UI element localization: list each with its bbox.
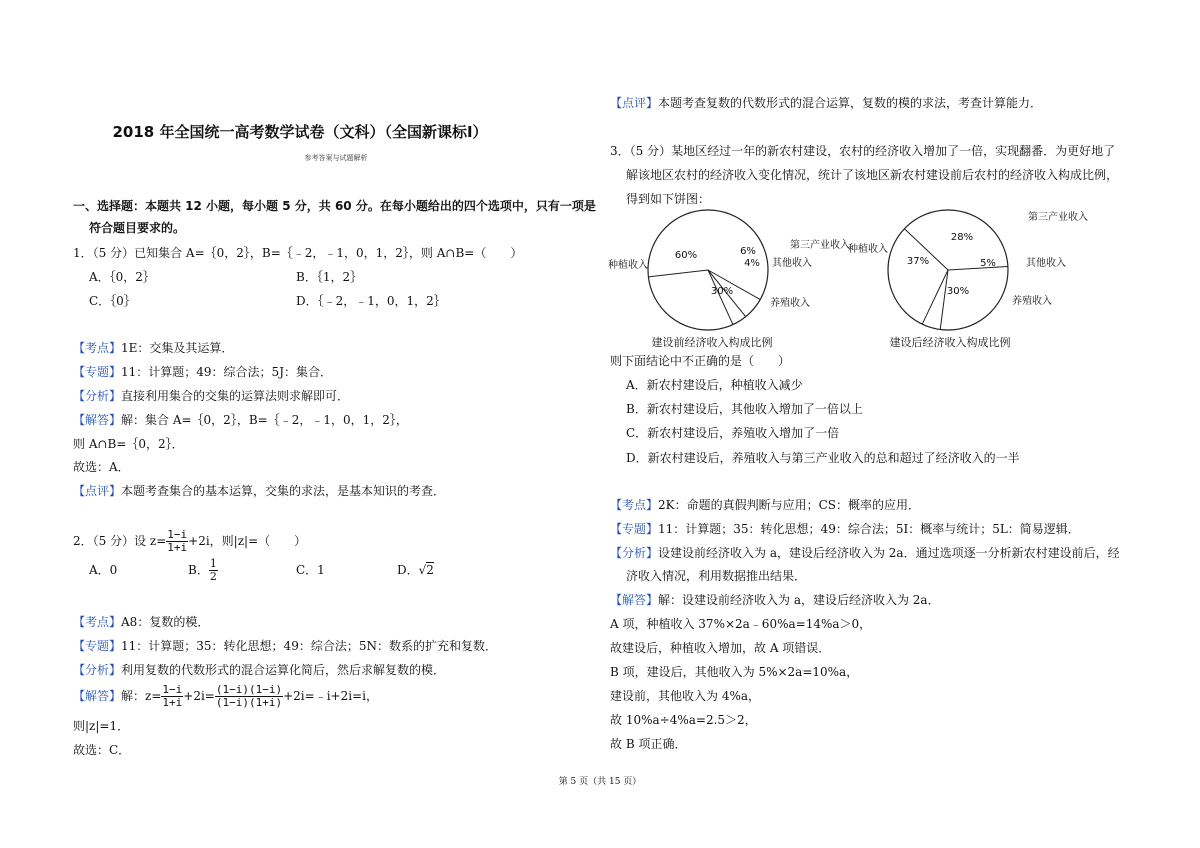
q2-dianping <box>610 95 1042 111</box>
q3-option-a: A．新农村建设后，种植收入减少 <box>626 378 803 392</box>
q2-jieda-f1-num: 1−i <box>162 683 183 696</box>
zhuanti-tag: 【专题】 <box>73 365 122 379</box>
page-number: 第 5 页（共 15 页） <box>558 777 642 787</box>
q2-fraction-den: 1+i <box>167 541 188 554</box>
q2-option-b-den: 2 <box>209 570 217 583</box>
q3-option-b: B．新农村建设后，其他收入增加了一倍以上 <box>626 402 863 416</box>
q2-fenxi <box>73 662 445 678</box>
q2-kaodian <box>73 614 209 630</box>
pie-slice-label-4: 30% <box>710 286 734 297</box>
q2-option-b-fraction <box>209 558 218 583</box>
pie-title: 建设后经济收入构成比例 <box>889 336 1011 349</box>
q3-fenxi-text: 设建设前经济收入为 a，建设后经济收入为 2a．通过选项逐一分析新农村建设前后，经 <box>658 546 1120 560</box>
q2-jieda-fraction1 <box>161 684 183 709</box>
q3-step-2: 故建设后，种植收入增加，故 A 项错误． <box>610 641 831 655</box>
pie-category-label-1: 种植收入 <box>608 260 648 271</box>
q1-jieda-text: 解：集合 A=｛0，2｝，B=｛﹣2，﹣1，0，1，2｝， <box>121 413 408 427</box>
q2-jieda-line2: 则|z|=1． <box>73 719 130 733</box>
pie-title: 建设前经济收入构成比例 <box>651 336 773 349</box>
q1-answer: 故选：A． <box>73 460 130 474</box>
page-title: 2018 年全国统一高考数学试卷（文科）（全国新课标Ⅰ） <box>112 123 488 141</box>
pie-slice-label-1: 60% <box>674 250 698 261</box>
q3-step-6: 故 B 项正确． <box>610 737 687 751</box>
q2-option-b-num: 1 <box>209 557 217 570</box>
q1-option-c: C．｛0｝ <box>89 294 136 308</box>
pie-slice-label-4: 30% <box>946 286 970 297</box>
q2-jieda <box>73 681 378 711</box>
q1-dianping <box>73 483 445 499</box>
q3-step-3: B 项，建设后，其他收入为 5%×2a=10%a， <box>610 665 859 679</box>
q2-jieda-f2-num: (1−i)(1−i) <box>215 683 283 696</box>
zhuanti-tag: 【专题】 <box>610 522 659 536</box>
q3-step-4: 建设前，其他收入为 4%a， <box>610 689 761 703</box>
q2-zhuanti-text: 11：计算题；35：转化思想；49：综合法；5N：数系的扩充和复数． <box>121 639 497 653</box>
q2-option-d-radicand: 2 <box>426 563 434 577</box>
page-subtitle: 参考答案与试题解析 <box>304 154 368 162</box>
fenxi-tag: 【分析】 <box>73 663 122 677</box>
pie-slice-label-3: 4% <box>744 258 760 269</box>
q3-question: 则下面结论中不正确的是（ ） <box>610 354 791 368</box>
q2-fraction <box>166 529 188 554</box>
q2-option-b <box>188 556 218 584</box>
q2-jieda-post: +2i=﹣i+2i=i， <box>283 689 378 703</box>
q2-option-a: A．0 <box>89 563 118 577</box>
q3-fenxi <box>610 545 1120 561</box>
jieda-tag: 【解答】 <box>73 689 122 703</box>
q3-step-1: A 项，种植收入 37%×2a﹣60%a=14%a＞0， <box>610 617 872 631</box>
pie-category-label-3: 其他收入 <box>772 258 812 269</box>
kaodian-tag: 【考点】 <box>73 615 122 629</box>
q3-fenxi-line2: 济收入情况，利用数据推出结果． <box>626 569 807 583</box>
q3-jieda <box>610 592 940 608</box>
zhuanti-tag: 【专题】 <box>73 639 122 653</box>
q1-option-d: D．｛﹣2，﹣1，0，1，2｝ <box>296 294 446 308</box>
q2-option-d <box>397 562 434 578</box>
q3-stem-line3: 得到如下饼图： <box>626 192 711 206</box>
pie-slice-label-2: 28% <box>950 232 974 243</box>
q3-jieda-text: 解：设建设前经济收入为 a，建设后经济收入为 2a． <box>658 593 940 607</box>
fenxi-tag: 【分析】 <box>73 389 122 403</box>
pie-slice-label-2: 6% <box>740 246 756 257</box>
q1-jieda <box>73 412 408 428</box>
q2-dianping-text: 本题考查复数的代数形式的混合运算，复数的模的求法，考查计算能力． <box>658 96 1043 110</box>
q3-stem-line2: 解该地区农村的经济收入变化情况，统计了该地区新农村建设前后农村的经济收入构成比例， <box>626 168 1119 182</box>
q2-jieda-f1-den: 1+i <box>162 696 183 709</box>
pie-category-label-1: 种植收入 <box>848 244 888 255</box>
q1-option-a: A．｛0，2｝ <box>89 270 155 284</box>
q3-kaodian-text: 2K：命题的真假判断与应用；CS：概率的应用． <box>658 498 921 512</box>
q2-option-b-label: B． <box>188 563 209 577</box>
pie-category-label-2: 第三产业收入 <box>1028 212 1088 223</box>
q3-zhuanti <box>610 521 1080 537</box>
pie-category-label-4: 养殖收入 <box>1012 296 1052 307</box>
section-heading-line2: 符合题目要求的。 <box>89 221 186 235</box>
q1-kaodian <box>73 340 233 356</box>
sqrt-symbol: √ <box>418 563 427 577</box>
q2-zhuanti <box>73 638 497 654</box>
q1-stem: 1．（5 分）已知集合 A=｛0，2｝，B=｛﹣2，﹣1，0，1，2｝，则 A∩B=（ ） <box>73 246 523 260</box>
q3-step-5: 故 10%a÷4%a=2.5＞2， <box>610 713 757 727</box>
q2-fenxi-text: 利用复数的代数形式的混合运算化简后，然后求解复数的模． <box>121 663 446 677</box>
q2-stem <box>73 527 306 555</box>
q2-stem-pre: 2．（5 分）设 z= <box>73 534 167 548</box>
pie-before <box>608 210 850 349</box>
dianping-tag: 【点评】 <box>610 96 659 110</box>
q1-option-b: B．｛1，2｝ <box>296 270 363 284</box>
q3-kaodian <box>610 497 920 513</box>
q3-zhuanti-text: 11：计算题；35：转化思想；49：综合法；5I：概率与统计；5L：简易逻辑． <box>658 522 1080 536</box>
q2-jieda-f2-den: (1−i)(1+i) <box>215 696 283 709</box>
kaodian-tag: 【考点】 <box>73 341 122 355</box>
pie-category-label-2: 第三产业收入 <box>790 240 850 251</box>
kaodian-tag: 【考点】 <box>610 498 659 512</box>
q3-option-c: C．新农村建设后，养殖收入增加了一倍 <box>626 426 840 440</box>
pie-after <box>848 210 1088 349</box>
q2-stem-post: +2i，则|z|=（ ） <box>188 534 307 548</box>
pie-slice-label-3: 5% <box>980 258 996 269</box>
q1-fenxi <box>73 388 349 404</box>
q2-jieda-pre: 解：z= <box>121 689 162 703</box>
q1-jieda-line2: 则 A∩B=｛0，2｝． <box>73 437 184 451</box>
fenxi-tag: 【分析】 <box>610 546 659 560</box>
q3-stem-line1: 3．（5 分）某地区经过一年的新农村建设，农村的经济收入增加了一倍，实现翻番．为更好地了 <box>610 144 1116 158</box>
q1-fenxi-text: 直接利用集合的交集的运算法则求解即可． <box>121 389 350 403</box>
q2-jieda-mid: +2i= <box>183 689 215 703</box>
pie-category-label-4: 养殖收入 <box>770 298 810 309</box>
q1-zhuanti <box>73 364 332 380</box>
dianping-tag: 【点评】 <box>73 484 122 498</box>
q3-option-d: D．新农村建设后，养殖收入与第三产业收入的总和超过了经济收入的一半 <box>626 451 1020 465</box>
q2-answer: 故选：C． <box>73 743 131 757</box>
section-heading-line1: 一、选择题：本题共 12 小题，每小题 5 分，共 60 分。在每小题给出的四个选项中，只有一项是 <box>73 199 596 213</box>
pie-category-label-3: 其他收入 <box>1026 258 1066 269</box>
q1-kaodian-text: 1E：交集及其运算． <box>121 341 234 355</box>
jieda-tag: 【解答】 <box>73 413 122 427</box>
q2-fraction-num: 1−i <box>167 528 188 541</box>
q2-option-c: C．1 <box>296 563 325 577</box>
pie-charts <box>600 204 1088 354</box>
jieda-tag: 【解答】 <box>610 593 659 607</box>
q2-jieda-fraction2 <box>215 684 283 709</box>
q1-zhuanti-text: 11：计算题；49：综合法；5J：集合． <box>121 365 333 379</box>
pie-slice-label-1: 37% <box>906 256 930 267</box>
q1-dianping-text: 本题考查集合的基本运算，交集的求法，是基本知识的考查． <box>121 484 446 498</box>
q2-kaodian-text: A8：复数的模． <box>121 615 210 629</box>
q2-option-d-label: D． <box>397 563 419 577</box>
